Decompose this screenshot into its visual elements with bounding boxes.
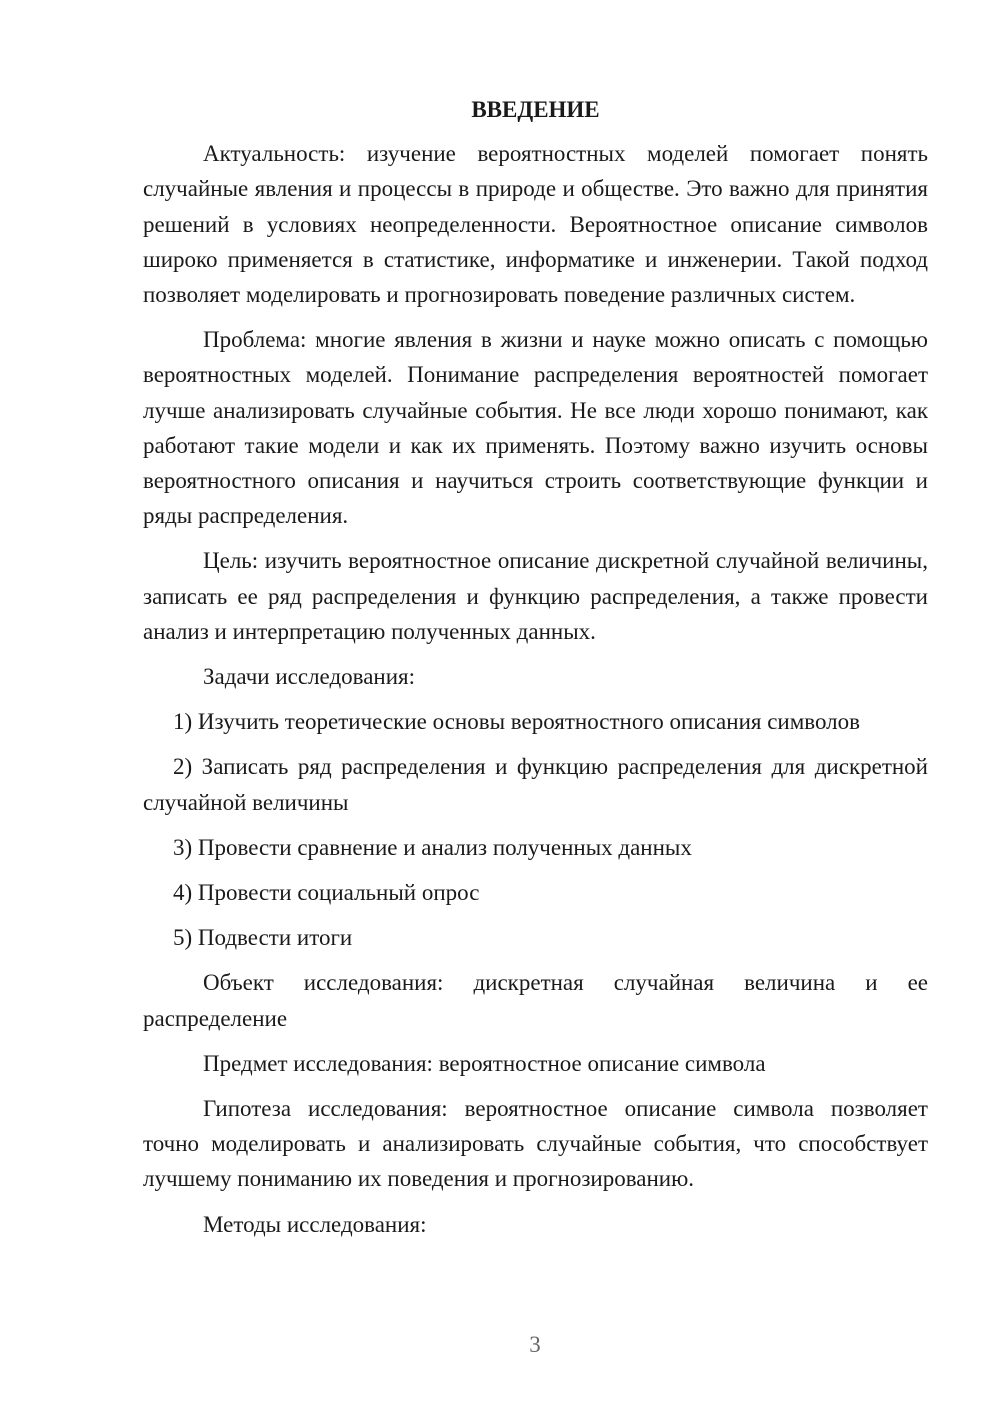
task-item-5: 5) Подвести итоги xyxy=(173,925,353,951)
paragraph-hypothesis: Гипотеза исследования: вероятностное описание символа позволяет точно моделировать и анализировать случайные события, что способствует лучшему пониманию их поведения и прогнозированию. xyxy=(143,1096,928,1192)
section-title: ВВЕДЕНИЕ xyxy=(471,97,600,122)
paragraph-goal: Цель: изучить вероятностное описание дискретной случайной величины, записать ее ряд распределения и функцию распределения, а также провести анализ и интерпретацию полученных данных. xyxy=(143,548,928,644)
task-item-1: 1) Изучить теоретические основы вероятностного описания символов xyxy=(173,709,861,735)
paragraph-relevance: Актуальность: изучение вероятностных моделей помогает понять случайные явления и процессы в природе и обществе. Это важно для принятия решений в условиях неопределенности. Вероятностное описание символов широко применяется в статистике, информатике и инженерии. Такой подход позволяет моделировать и прогнозировать поведение различных систем. xyxy=(143,141,928,308)
task-item-4: 4) Провести социальный опрос xyxy=(173,880,480,906)
paragraph-tasks-heading: Задачи исследования: xyxy=(203,664,416,690)
page-number: 3 xyxy=(529,1332,541,1357)
paragraph-problem: Проблема: многие явления в жизни и науке можно описать с помощью вероятностных моделей. Понимание распределения вероятностей помогает лучше анализировать случайные события. Не все люди хорошо понимают, как работают такие модели и как их применять. Поэтому важно изучить основы вероятностного описания и научиться строить соответствующие функции и ряды распределения. xyxy=(143,327,928,529)
paragraph-subject: Предмет исследования: вероятностное описание символа xyxy=(203,1050,766,1076)
paragraph-object: Объект исследования: дискретная случайная величина и ее распределение xyxy=(143,970,928,1031)
task-item-2: 2) Записать ряд распределения и функцию распределения для дискретной случайной величины xyxy=(143,754,928,815)
paragraph-methods: Методы исследования: xyxy=(203,1211,427,1237)
task-item-3: 3) Провести сравнение и анализ полученных данных xyxy=(173,834,692,860)
document-page xyxy=(143,92,928,1252)
